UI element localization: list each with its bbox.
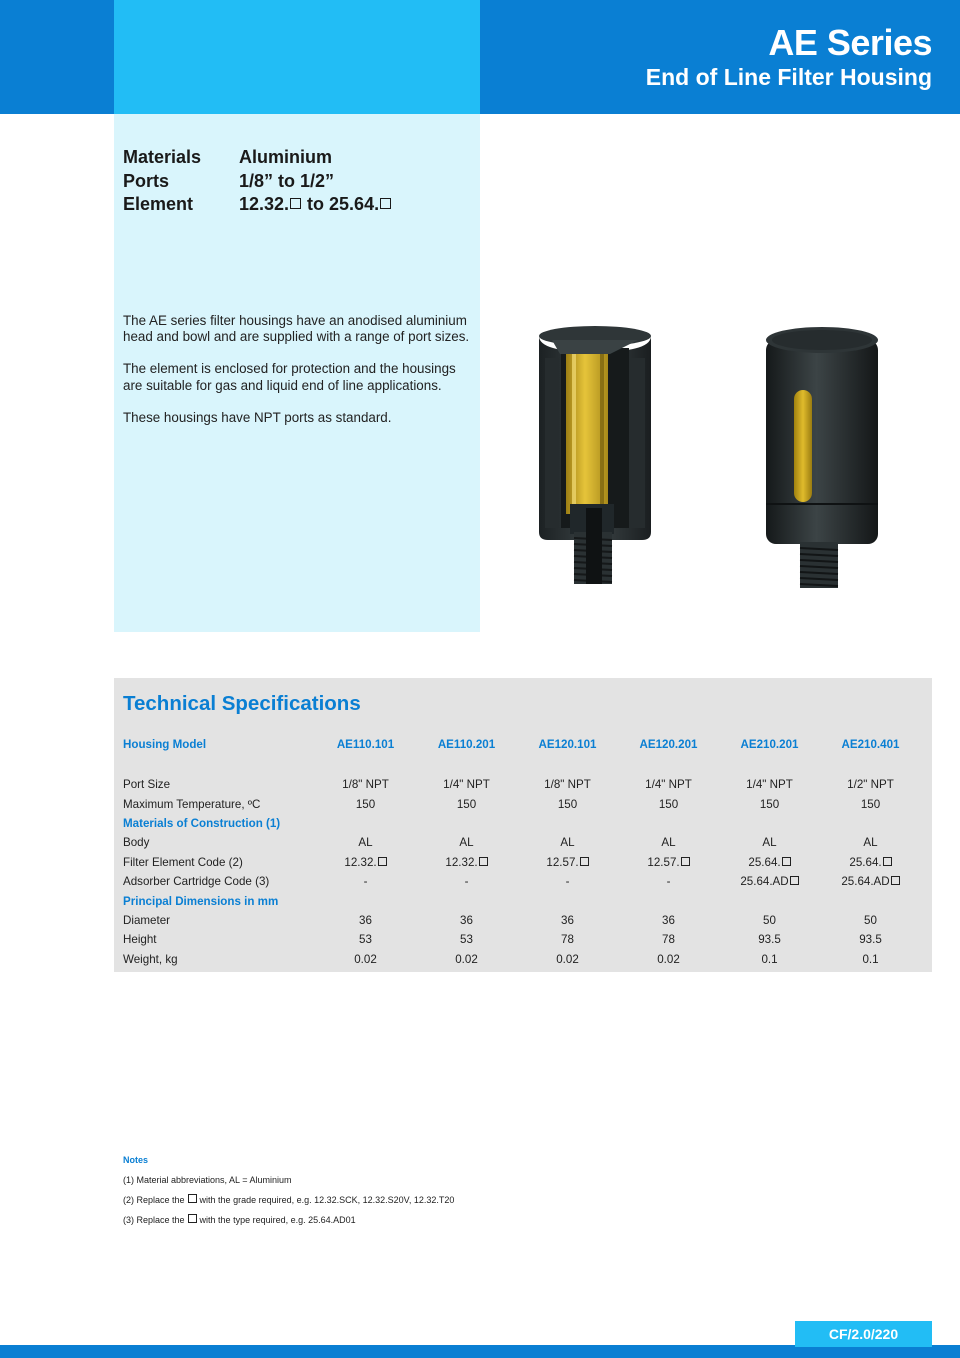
table-spacer [123,753,933,775]
table-cell: 150 [355,797,376,811]
spec-value [239,193,392,217]
table-cell: 78 [662,933,675,947]
table-cell: - [464,875,469,889]
table-row [123,911,933,930]
note-item [123,1194,454,1205]
header-band-left [0,0,114,114]
table-cell: 1/8" NPT [342,778,389,792]
row-label: Adsorber Cartridge Code (3) [123,875,270,889]
table-cell: 36 [460,913,473,927]
table-cell: AL [358,836,373,850]
table-cell [416,856,517,869]
table-cell [315,856,416,869]
table-cell: 36 [561,913,574,927]
placeholder-box-icon [378,857,387,866]
filter-housing-image [758,318,888,596]
table-cell [517,856,618,869]
placeholder-box-icon [188,1194,197,1203]
table-row [123,775,933,794]
row-label: Height [123,933,157,947]
tech-spec-table [123,735,933,969]
placeholder-box-icon [790,876,799,885]
table-row [123,950,933,969]
table-cell: 0.02 [354,952,377,966]
spec-value: Aluminium [239,147,332,167]
description-paragraph: The element is enclosed for protection and the housings are suitable for gas and liquid end of line applications. [123,361,456,393]
table-section-row [123,891,933,910]
table-cell: 78 [561,933,574,947]
cell-text: 25.64.AD [841,875,890,889]
placeholder-box-icon [681,857,690,866]
page-subtitle: End of Line Filter Housing [645,64,932,90]
note-text: with the grade required, e.g. 12.32.SCK, 12.32.S20V, 12.32.T20 [197,1195,455,1205]
cell-text: 25.64. [748,855,781,869]
table-cell: 150 [456,797,477,811]
table-cell: 150 [557,797,578,811]
product-description [123,313,475,442]
table-cell: AL [863,836,878,850]
column-header: AE120.201 [639,737,698,751]
table-cell: 1/4" NPT [746,778,793,792]
table-cell: 150 [759,797,780,811]
row-label: Weight, kg [123,952,178,966]
column-header: AE210.401 [841,737,900,751]
placeholder-box-icon [883,857,892,866]
spec-label: Ports [123,170,170,191]
table-cell: 36 [359,913,372,927]
table-row [123,853,933,872]
table-cell: 50 [763,913,776,927]
table-cell: 1/4" NPT [645,778,692,792]
table-cell: AL [762,836,777,850]
note-text: with the type required, e.g. 25.64.AD01 [197,1215,356,1225]
spec-value-part: 12.32. [239,194,290,214]
table-cell: 93.5 [758,933,781,947]
table-cell: 53 [460,933,473,947]
column-header: AE110.201 [437,737,496,751]
row-label: Port Size [123,778,171,792]
table-cell [719,856,820,869]
note-text: (2) Replace the [123,1195,188,1205]
table-cell: 1/4" NPT [443,778,490,792]
table-row [123,930,933,949]
table-cell: 1/2" NPT [847,778,894,792]
notes-title: Notes [123,1155,149,1165]
spec-element [123,193,392,217]
table-cell [820,856,921,869]
placeholder-box-icon [891,876,900,885]
table-header-row [123,735,933,753]
table-cell: 0.02 [657,952,680,966]
note-item: (1) Material abbreviations, AL = Aluminium [123,1175,292,1185]
table-cell: 150 [658,797,679,811]
table-cell: AL [459,836,474,850]
placeholder-box-icon [188,1214,197,1223]
table-cell: 0.1 [761,952,778,966]
table-cell: AL [560,836,575,850]
header-band-cyan [114,0,480,114]
description-paragraph: These housings have NPT ports as standard. [123,409,392,425]
page-title: AE Series [768,22,932,63]
placeholder-box-icon [580,857,589,866]
table-cell: 53 [359,933,372,947]
column-header: AE110.101 [336,737,395,751]
spec-label: Materials [123,147,202,167]
table-cell [719,875,820,888]
column-header: Housing Model [123,737,207,751]
key-specs [123,146,392,217]
cell-text: 12.32. [344,855,377,869]
table-cell: 150 [860,797,881,811]
placeholder-box-icon [479,857,488,866]
spec-value: 1/8” to 1/2” [239,170,335,191]
spec-materials [123,146,392,170]
description-paragraph: The AE series filter housings have an anodised aluminium head and bowl and are supplied with a range of port sizes. [123,313,470,345]
table-cell: - [363,875,368,889]
placeholder-box-icon [380,198,391,209]
table-cell: 50 [864,913,877,927]
placeholder-box-icon [290,198,301,209]
spec-value-part: to 25.64. [302,194,380,214]
table-cell [618,856,719,869]
table-cell: 1/8" NPT [544,778,591,792]
table-cell: 0.1 [862,952,879,966]
table-cell: 93.5 [859,933,882,947]
cell-text: 25.64.AD [740,875,789,889]
cell-text: 12.57. [647,855,680,869]
tech-spec-title: Technical Specifications [123,692,361,715]
table-cell [820,875,921,888]
note-item [123,1214,454,1225]
row-label: Filter Element Code (2) [123,855,243,869]
table-row [123,794,933,813]
column-header: AE210.201 [740,737,799,751]
table-section-row [123,814,933,833]
filter-cutaway-image [530,318,660,596]
table-row [123,833,933,852]
row-label: Maximum Temperature, ºC [123,797,261,811]
cell-text: 12.32. [445,855,478,869]
note-text: (3) Replace the [123,1215,188,1225]
cell-text: 12.57. [546,855,579,869]
section-heading: Principal Dimensions in mm [123,894,279,908]
table-cell: - [565,875,570,889]
table-cell: AL [661,836,676,850]
notes-section [123,1155,454,1234]
placeholder-box-icon [782,857,791,866]
table-cell: 0.02 [556,952,579,966]
spec-label: Element [123,194,194,214]
table-cell: 0.02 [455,952,478,966]
column-header: AE120.101 [538,737,597,751]
cell-text: 25.64. [849,855,882,869]
document-code: CF/2.0/220 [795,1321,932,1347]
row-label: Diameter [123,913,171,927]
table-row [123,872,933,891]
row-label: Body [123,836,150,850]
section-heading: Materials of Construction (1) [123,816,281,830]
table-cell: 36 [662,913,675,927]
table-cell: - [666,875,671,889]
spec-ports [123,170,392,194]
